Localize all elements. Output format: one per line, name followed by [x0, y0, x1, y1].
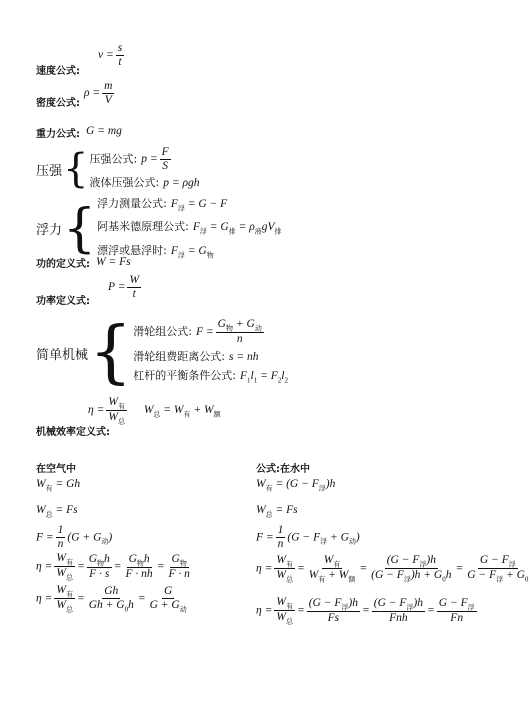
pulley-distance-line: 滑轮组费距离公式: s = nh	[133, 349, 259, 363]
pressure-group-title: 压强	[36, 163, 63, 179]
water-force: F = $\frac{1}{n}$ $(G - F_浮 + G_动)$	[256, 524, 360, 551]
gravity-label: 重力公式:	[36, 129, 80, 140]
work-formula	[36, 254, 131, 272]
water-total-work: $W_总 = Fs$	[256, 504, 298, 519]
work-equation: W = Fs	[96, 256, 131, 268]
efficiency-equation: η = $\frac{W_有}{W_总}$	[88, 396, 125, 426]
density-formula	[36, 80, 116, 111]
air-total-work: $W_总 = Fs$	[36, 504, 78, 519]
efficiency-formula	[36, 396, 221, 439]
machines-group-title: 简单机械	[36, 347, 89, 363]
power-label: 功率定义式:	[36, 296, 90, 308]
archimedes-line: 阿基米德原理公式: $F_浮 = G_排 = \rho_液gV_排$	[97, 220, 282, 236]
power-formula	[36, 274, 143, 308]
machines-group	[36, 313, 288, 393]
pulley-line: 滑轮组公式: F = $\frac{G_物 + G_动}{n}$	[133, 318, 262, 346]
speed-formula	[36, 42, 126, 78]
pressure-formula-line: 压强公式: p = $\frac{F}{S}$	[89, 146, 169, 173]
air-force: F = $\frac{1}{n}$ $(G + G_动)$	[36, 524, 113, 551]
density-equation: ρ = m V	[84, 80, 113, 107]
buoyancy-group-title: 浮力	[36, 223, 63, 239]
water-efficiency-1: η = $\frac{W_有}{W_总}$ = $\frac{W_有}{W_有 + W_额}$ = $\frac{(G - F_浮)h}{(G - F_浮)h + G_0h}$ = $\frac{G - F_浮}{G - F_浮 + G_0}$	[256, 554, 529, 584]
buoyancy-measure-line: 浮力测量公式: $F_浮 = G - F$	[97, 197, 228, 213]
density-label: 密度公式:	[36, 98, 80, 110]
air-efficiency-1: η = $\frac{W_有}{W_总}$ = $\frac{G_物h}{F \cdot s}$ = $\frac{G_物h}{F \cdot nh}$ = $\frac{G_物}{F \cdot n}$	[36, 552, 190, 582]
gravity-equation: G = mg	[86, 125, 122, 137]
water-efficiency-2: η = $\frac{W_有}{W_总}$ = $\frac{(G - F_浮)h}{Fs}$ = $\frac{(G - F_浮)h}{\text{Fnh}}$ = $\frac{G - F_浮}{Fn}$	[256, 596, 475, 626]
water-section-title: 公式:在水中	[256, 464, 310, 475]
air-efficiency-2: η = $\frac{W_有}{W_总}$ = $\frac{Gh}{Gh + G_0h}$ = $\frac{G}{G + G_动}$	[36, 584, 187, 614]
gravity-formula	[36, 124, 122, 142]
pressure-brace: {	[63, 146, 89, 193]
machines-brace: {	[89, 313, 133, 393]
float-line: 漂浮或悬浮时: $F_浮 = G_物$	[97, 243, 214, 259]
efficiency-label: 机械效率定义式:	[36, 427, 110, 439]
water-useful-work: $W_有 = (G - F_浮)h$	[256, 478, 336, 493]
lever-line: 杠杆的平衡条件公式: $F_1l_1 = F_2l_2$	[133, 368, 288, 384]
pressure-group	[36, 146, 199, 192]
liquid-pressure-line: 液体压强公式: p = ρgh	[89, 176, 200, 190]
air-useful-work: $W_有 = Gh$	[36, 478, 81, 493]
speed-equation: v = s t	[98, 42, 123, 69]
power-equation: P = $\frac{W}{t}$	[108, 274, 140, 301]
work-label: 功的定义式:	[36, 259, 90, 270]
total-work-equation: $W_总 = W_有 + W_额$	[143, 404, 221, 419]
speed-label: 速度公式:	[36, 66, 80, 78]
air-section-title: 在空气中	[36, 464, 76, 475]
buoyancy-brace: {	[63, 198, 97, 259]
